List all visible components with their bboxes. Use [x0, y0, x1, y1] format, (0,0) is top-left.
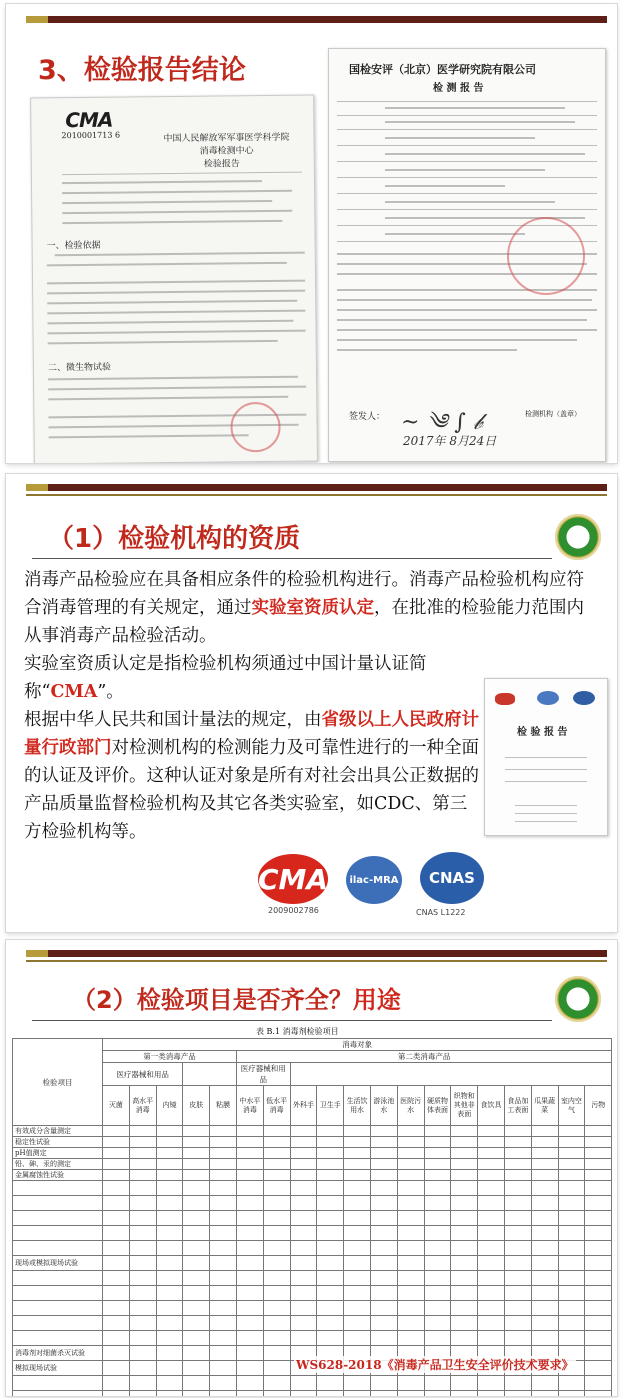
group-header: 消毒对象 [103, 1039, 612, 1051]
column-header: 医院污水 [397, 1086, 424, 1126]
table-row [13, 1170, 612, 1181]
row-label [13, 1376, 103, 1391]
issuer-line-2: 消毒检测中心 [199, 146, 254, 157]
row-label: 消毒剂对细菌杀灭试验 [13, 1346, 103, 1361]
paragraph-cma-definition: 实验室资质认定是指检验机构须通过中国计量认证简称“CMA”。 [24, 654, 427, 702]
row-label [13, 1301, 103, 1316]
column-header: 卫生手 [317, 1086, 344, 1126]
row-label [13, 1331, 103, 1346]
column-header: 中水平消毒 [236, 1086, 263, 1126]
slide-title: （1）检验机构的资质 [48, 524, 301, 554]
sign-date: 2017年 8月24日 [403, 434, 497, 448]
slide-institution-qualification [6, 474, 617, 932]
group-first-class: 第一类消毒产品 [103, 1051, 237, 1063]
row-label [13, 1211, 103, 1226]
row-label [13, 1241, 103, 1256]
subgroup-medical-1: 医疗器械和用品 [103, 1063, 183, 1086]
column-header: 低水平消毒 [263, 1086, 290, 1126]
table-row [13, 1241, 612, 1256]
slide-test-items [6, 940, 617, 1396]
paragraph-metrology-law: 根据中华人民共和国计量法的规定，由省级以上人民政府计量行政部门对检测机构的检测能力及可靠性进行的一种全面的认证及评价。这种认证对象是所有对社会出具公正数据的产品质量监督检验机构及其它各类实验室，如CDC、第三方检验机构等。 [24, 710, 479, 842]
column-header: 灭菌 [103, 1086, 130, 1126]
cma-number: 2009002786 [268, 906, 319, 915]
cma-logo: CMA [65, 107, 113, 133]
row-label: 铅、砷、汞的测定 [13, 1159, 103, 1170]
highlight-gov-department: 省级以上人民政府计量行政部门 [24, 710, 479, 758]
column-header: 污物 [585, 1086, 612, 1126]
slide-title: 3、检验报告结论 [38, 55, 246, 86]
column-header: 皮肤 [183, 1086, 210, 1126]
column-header: 织物和其他非表面 [451, 1086, 478, 1126]
column-header: 食饮具 [478, 1086, 505, 1126]
column-header: 生活饮用水 [344, 1086, 371, 1126]
group-second-class: 第二类消毒产品 [236, 1051, 611, 1063]
right-org-name: 国检安评（北京）医学研究院有限公司 [349, 63, 536, 76]
row-label [13, 1316, 103, 1331]
table-row [13, 1148, 612, 1159]
subgroup-medical-2: 医疗器械和用品 [236, 1063, 290, 1086]
column-header: 粘膜 [210, 1086, 237, 1126]
thumb-cnas-icon [573, 691, 595, 705]
row-label: 稳定性试验 [13, 1137, 103, 1148]
slide-top-bar [26, 484, 607, 491]
accreditation-logos [258, 852, 484, 904]
disinfectant-test-items-table [12, 1038, 612, 1396]
row-label: 金属腐蚀性试验 [13, 1170, 103, 1181]
paragraph-inspection-conditions: 消毒产品检验应在具备相应条件的检验机构进行。消毒产品检验机构应符合消毒管理的有关规定，通过实验室资质认定，在批准的检验能力范围内从事消毒产品检验活动。 [24, 570, 584, 646]
right-report-document [328, 48, 606, 462]
column-header: 瓜果蔬菜 [531, 1086, 558, 1126]
table-row [13, 1331, 612, 1346]
seal-label: 检测机构（盖章） [525, 410, 581, 418]
table-header-row [13, 1039, 612, 1051]
table-row [13, 1159, 612, 1170]
slide-title: （2）检验项目是否齐全？用途 [72, 986, 401, 1014]
report-thumbnail [484, 678, 608, 836]
table-row [13, 1301, 612, 1316]
highlight-lab-qualification: 实验室资质认定 [251, 598, 374, 618]
column-header: 食品加工表面 [504, 1086, 531, 1126]
slide-top-bar [26, 16, 607, 23]
table-row [13, 1391, 612, 1397]
thumb-report-title: 检 验 报 告 [517, 727, 568, 738]
column-header: 外科手 [290, 1086, 317, 1126]
table-row [13, 1211, 612, 1226]
column-header: 高水平消毒 [129, 1086, 156, 1126]
row-label [13, 1391, 103, 1397]
cert-number: 2010001713 6 [61, 130, 121, 141]
row-label [13, 1226, 103, 1241]
report-title: 检验报告 [203, 159, 240, 170]
right-red-seal [507, 217, 585, 295]
table-row [13, 1316, 612, 1331]
row-label: pH值测定 [13, 1148, 103, 1159]
right-report-title: 检 测 报 告 [433, 83, 484, 94]
cnas-logo: CNAS [420, 852, 484, 904]
row-label: 现场或模拟现场试验 [13, 1256, 103, 1271]
table-row [13, 1126, 612, 1137]
row-label-header: 检验项目 [13, 1039, 103, 1126]
handwritten-signature: ~ ༄ ∫ 𝒷 [401, 410, 483, 435]
row-label: 模拟现场试验 [13, 1361, 103, 1376]
standard-reference: WS628-2018《消毒产品卫生安全评价技术要求》 [296, 1358, 574, 1372]
row-label: 有效成分含量测定 [13, 1126, 103, 1137]
table-row [13, 1376, 612, 1391]
sign-label: 签发人： [349, 412, 386, 422]
row-label [13, 1181, 103, 1196]
left-report-document [30, 95, 318, 463]
issuer-line-1: 中国人民解放军军事医学科学院 [163, 132, 290, 145]
health-emblem-icon [555, 976, 601, 1022]
section-microbe: 二、微生物试验 [47, 362, 111, 374]
column-header: 内镜 [156, 1086, 183, 1126]
table-row [13, 1286, 612, 1301]
thumb-cma-icon [495, 693, 515, 705]
column-header: 室内空气 [558, 1086, 585, 1126]
health-emblem-icon [555, 514, 601, 560]
section-basis: 一、检验依据 [46, 240, 101, 252]
table-row [13, 1256, 612, 1271]
cma-logo: CMA [258, 854, 328, 904]
ilac-mra-logo: ilac-MRA [346, 856, 402, 904]
slide-test-report-conclusion [6, 4, 617, 463]
table-caption: 表 B.1 消毒剂检验项目 [256, 1027, 339, 1036]
table-row [13, 1196, 612, 1211]
table-row [13, 1271, 612, 1286]
table-row [13, 1226, 612, 1241]
slide-top-bar [26, 950, 607, 957]
column-header: 游泳池水 [370, 1086, 397, 1126]
thumb-ilac-icon [537, 691, 559, 705]
highlight-cma: CMA [50, 682, 98, 702]
table-row [13, 1181, 612, 1196]
column-header: 硬质物体表面 [424, 1086, 451, 1126]
row-label [13, 1196, 103, 1211]
title-highlight-usage: 用途 [352, 986, 401, 1014]
row-label [13, 1271, 103, 1286]
row-label [13, 1286, 103, 1301]
cnas-number: CNAS L1222 [416, 908, 466, 917]
red-seal [230, 402, 281, 453]
table-row [13, 1137, 612, 1148]
